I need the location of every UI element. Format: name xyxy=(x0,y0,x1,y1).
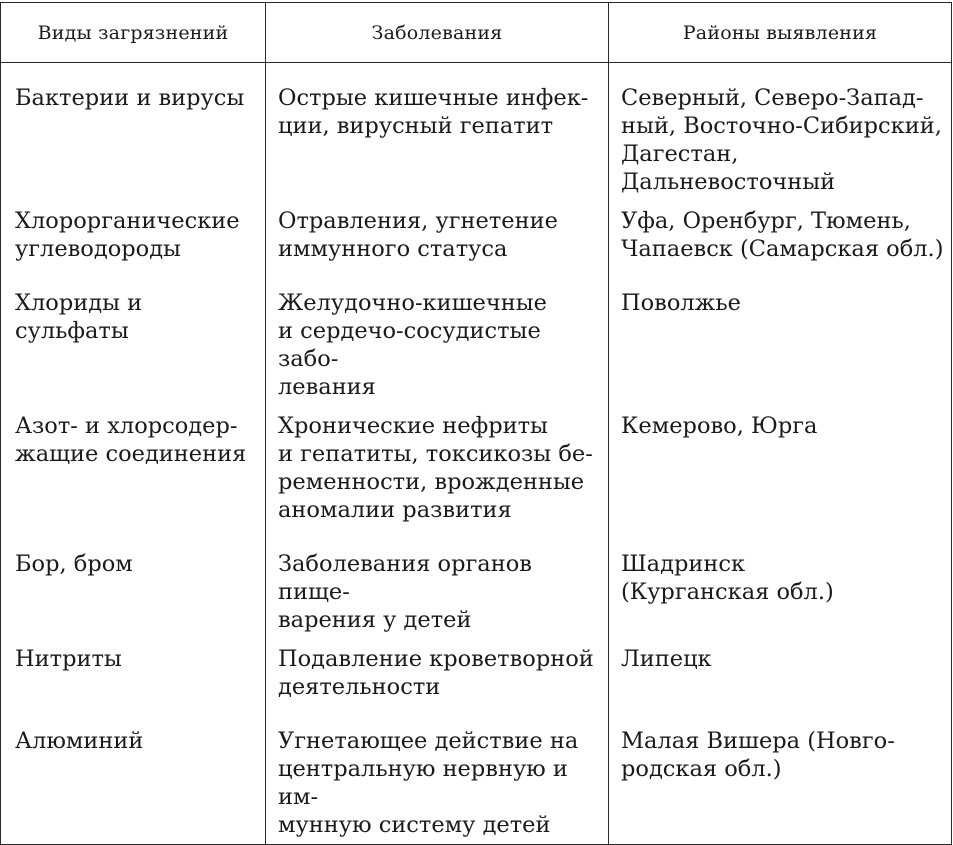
table-header xyxy=(1,3,952,63)
pollution-diseases-table xyxy=(0,2,952,845)
cell-disease: Острые кишечные инфек- ции, вирусный гепатит xyxy=(266,63,609,197)
cell-disease: Угнетающее действие на центральную нервную и им- мунную систему детей xyxy=(266,716,609,844)
cell-pollution: Бор, бром xyxy=(1,539,266,634)
table-row xyxy=(1,539,952,634)
cell-disease: Заболевания органов пище- варения у детей xyxy=(266,539,609,634)
cell-pollution: Бактерии и вирусы xyxy=(1,63,266,197)
cell-disease: Отравления, угнетение иммунного статуса xyxy=(266,196,609,278)
table-row xyxy=(1,63,952,197)
cell-regions: Северный, Северо-Запад- ный, Восточно-Сибирский, Дагестан, Дальневосточный xyxy=(609,63,952,197)
table-row xyxy=(1,401,952,539)
cell-pollution: Хлориды и сульфаты xyxy=(1,278,266,401)
cell-regions: Уфа, Оренбург, Тюмень, Чапаевск (Самарская обл.) xyxy=(609,196,952,278)
cell-pollution: Азот- и хлорсодер- жащие соединения xyxy=(1,401,266,539)
cell-regions: Малая Вишера (Новго- родская обл.) xyxy=(609,716,952,844)
table-body xyxy=(1,63,952,845)
cell-regions: Липецк xyxy=(609,634,952,716)
cell-pollution: Нитриты xyxy=(1,634,266,716)
cell-regions: Шадринск (Курганская обл.) xyxy=(609,539,952,634)
table-row xyxy=(1,716,952,844)
header-pollution-type: Виды загрязнений xyxy=(1,3,266,63)
header-row xyxy=(1,3,952,63)
cell-disease: Хронические нефриты и гепатиты, токсикозы бе- ременности, врожденные аномалии развития xyxy=(266,401,609,539)
table-row xyxy=(1,196,952,278)
cell-disease: Подавление кроветворной деятельности xyxy=(266,634,609,716)
cell-regions: Поволжье xyxy=(609,278,952,401)
cell-pollution: Хлорорганические углеводороды xyxy=(1,196,266,278)
header-regions: Районы выявления xyxy=(609,3,952,63)
header-diseases: Заболевания xyxy=(266,3,609,63)
cell-regions: Кемерово, Юрга xyxy=(609,401,952,539)
cell-disease: Желудочно-кишечные и сердечо-сосудистые забо- левания xyxy=(266,278,609,401)
table-row xyxy=(1,634,952,716)
table-row xyxy=(1,278,952,401)
cell-pollution: Алюминий xyxy=(1,716,266,844)
